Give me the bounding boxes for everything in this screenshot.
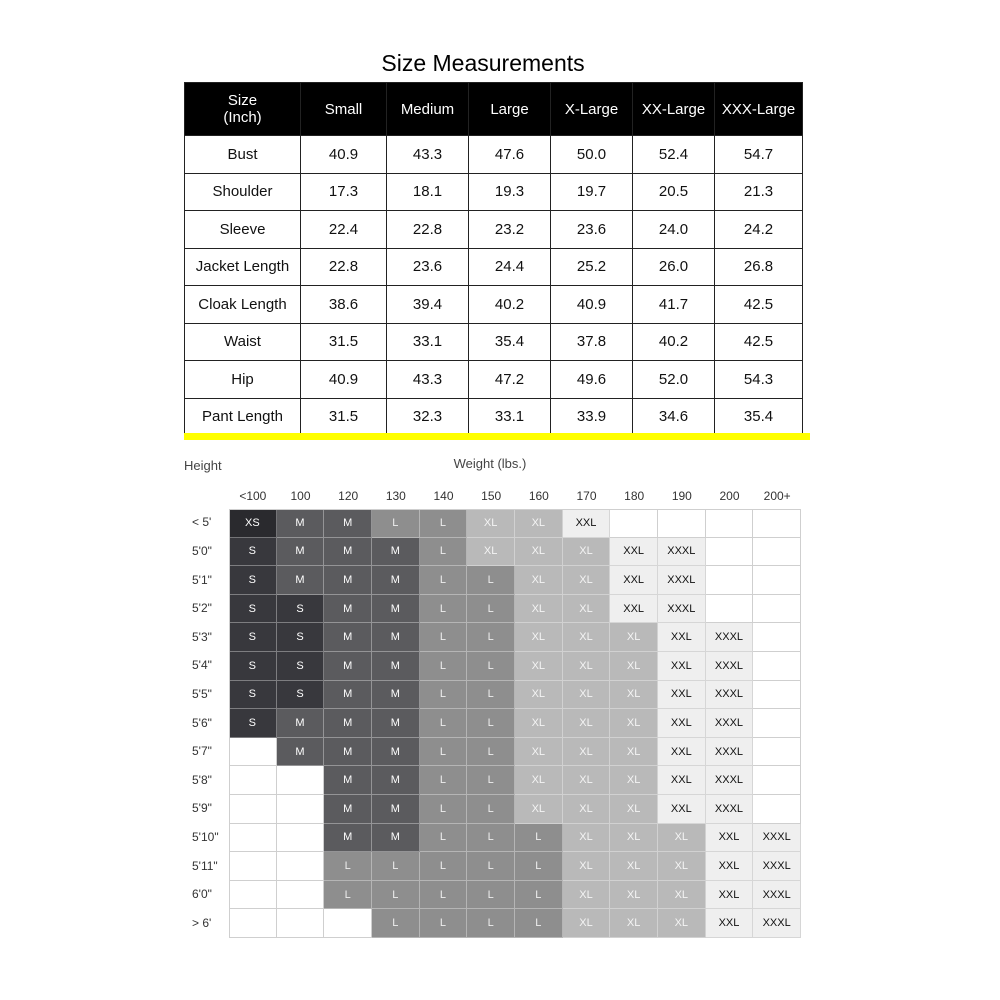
size-cell: M: [372, 824, 420, 853]
size-cell: [229, 852, 277, 881]
size-cell: M: [277, 738, 325, 767]
size-cell: M: [324, 538, 372, 567]
measurement-value: 35.4: [469, 323, 551, 361]
size-cell: L: [420, 852, 468, 881]
measurement-value: 35.4: [715, 398, 803, 436]
size-cell: S: [277, 595, 325, 624]
height-header: 5'7": [192, 744, 212, 759]
size-cell: M: [324, 738, 372, 767]
size-cell: L: [372, 909, 420, 938]
measurement-name: Shoulder: [185, 173, 301, 211]
size-cell: XXL: [658, 623, 706, 652]
height-header: 5'4": [192, 658, 212, 673]
measurement-value: 31.5: [301, 398, 387, 436]
measurement-value: 17.3: [301, 173, 387, 211]
height-header: 5'5": [192, 686, 212, 701]
measurement-value: 26.0: [633, 248, 715, 286]
size-cell: XXXL: [706, 709, 754, 738]
measurement-value: 26.8: [715, 248, 803, 286]
size-cell: XXXL: [706, 681, 754, 710]
size-cell: S: [229, 566, 277, 595]
measurement-value: 37.8: [551, 323, 633, 361]
measurement-value: 39.4: [387, 286, 469, 324]
size-cell: [229, 881, 277, 910]
size-cell: [324, 909, 372, 938]
size-cell: M: [372, 795, 420, 824]
size-cell: M: [324, 595, 372, 624]
size-cell: [229, 824, 277, 853]
size-cell: XL: [563, 709, 611, 738]
size-cell: L: [467, 881, 515, 910]
size-cell: XL: [563, 795, 611, 824]
weight-header: 130: [385, 489, 406, 503]
size-cell: XL: [515, 795, 563, 824]
size-cell: XL: [515, 738, 563, 767]
height-header: 5'3": [192, 629, 212, 644]
size-cell: M: [324, 509, 372, 538]
size-cell: XL: [563, 909, 611, 938]
measurement-value: 40.9: [301, 361, 387, 399]
size-column-header: Medium: [387, 83, 469, 136]
size-cell: XXL: [658, 795, 706, 824]
measurement-name: Hip: [185, 361, 301, 399]
size-cell: XXXL: [753, 824, 801, 853]
size-cell: L: [467, 595, 515, 624]
size-cell: XXXL: [706, 738, 754, 767]
size-cell: XL: [610, 852, 658, 881]
measurement-value: 18.1: [387, 173, 469, 211]
measurement-name: Sleeve: [185, 211, 301, 249]
size-column-header: XX-Large: [633, 83, 715, 136]
size-cell: XXL: [610, 566, 658, 595]
size-cell: M: [324, 709, 372, 738]
size-cell: S: [277, 652, 325, 681]
size-cell: XL: [563, 652, 611, 681]
size-cell: [277, 766, 325, 795]
size-column-header: X-Large: [551, 83, 633, 136]
measurement-name: Jacket Length: [185, 248, 301, 286]
height-header: < 5': [192, 515, 212, 530]
measurement-value: 23.2: [469, 211, 551, 249]
height-header: 5'11": [192, 858, 218, 873]
size-grid: [229, 509, 801, 938]
measurement-value: 43.3: [387, 361, 469, 399]
size-cell: S: [229, 652, 277, 681]
size-cell: XL: [467, 509, 515, 538]
size-cell: M: [372, 738, 420, 767]
page-title: Size Measurements: [381, 50, 585, 76]
size-cell: M: [372, 652, 420, 681]
size-cell: L: [467, 709, 515, 738]
size-cell: XXL: [658, 766, 706, 795]
size-cell: M: [372, 595, 420, 624]
size-cell: XL: [563, 881, 611, 910]
table-row: [185, 398, 803, 436]
size-cell: M: [277, 509, 325, 538]
size-cell: S: [229, 595, 277, 624]
size-cell: M: [372, 623, 420, 652]
size-cell: XXXL: [658, 538, 706, 567]
size-cell: XXL: [610, 595, 658, 624]
size-cell: XL: [515, 595, 563, 624]
size-cell: L: [467, 766, 515, 795]
size-cell: XL: [515, 652, 563, 681]
size-cell: XL: [515, 681, 563, 710]
measurement-value: 19.7: [551, 173, 633, 211]
size-cell: [753, 766, 801, 795]
size-cell: [753, 681, 801, 710]
height-header: 5'1": [192, 572, 212, 587]
size-cell: XL: [610, 623, 658, 652]
size-cell: [753, 509, 801, 538]
measurement-value: 40.2: [633, 323, 715, 361]
weight-header: 170: [576, 489, 597, 503]
size-cell: [753, 623, 801, 652]
size-cell: L: [515, 909, 563, 938]
measurement-value: 32.3: [387, 398, 469, 436]
size-cell: [229, 795, 277, 824]
weight-header: 160: [528, 489, 549, 503]
size-cell: XXXL: [706, 766, 754, 795]
table-row: [185, 136, 803, 174]
size-cell: M: [372, 538, 420, 567]
size-cell: L: [467, 909, 515, 938]
measurement-value: 25.2: [551, 248, 633, 286]
size-cell: L: [467, 824, 515, 853]
size-cell: L: [420, 681, 468, 710]
size-cell: S: [277, 681, 325, 710]
height-header: 5'2": [192, 601, 212, 616]
size-cell: L: [324, 852, 372, 881]
size-cell: [706, 566, 754, 595]
table-row: [185, 361, 803, 399]
size-cell: L: [420, 766, 468, 795]
measurement-value: 33.1: [387, 323, 469, 361]
measurement-value: 21.3: [715, 173, 803, 211]
size-cell: [753, 566, 801, 595]
weight-header: 200: [719, 489, 740, 503]
size-cell: S: [229, 623, 277, 652]
height-header: 6'0": [192, 887, 212, 902]
size-cell: [658, 509, 706, 538]
size-cell: M: [324, 652, 372, 681]
size-cell: M: [324, 824, 372, 853]
measurement-value: 42.5: [715, 323, 803, 361]
size-cell: L: [420, 509, 468, 538]
size-cell: XXXL: [706, 795, 754, 824]
size-cell: L: [420, 566, 468, 595]
size-cell: M: [324, 566, 372, 595]
size-cell: [706, 538, 754, 567]
size-cell: [277, 881, 325, 910]
size-cell: XL: [610, 681, 658, 710]
size-cell: XL: [515, 623, 563, 652]
size-cell: XL: [563, 538, 611, 567]
size-cell: L: [515, 824, 563, 853]
measurement-name: Bust: [185, 136, 301, 174]
measurement-value: 24.0: [633, 211, 715, 249]
weight-header: 200+: [763, 489, 791, 503]
table-row: [185, 211, 803, 249]
measurement-value: 43.3: [387, 136, 469, 174]
size-cell: [229, 766, 277, 795]
size-cell: M: [277, 566, 325, 595]
measurement-value: 22.8: [301, 248, 387, 286]
size-column-header: Small: [301, 83, 387, 136]
size-column-header: XXX-Large: [715, 83, 803, 136]
size-cell: XL: [563, 852, 611, 881]
size-cell: XL: [563, 566, 611, 595]
size-cell: XXL: [706, 909, 754, 938]
measurement-value: 34.6: [633, 398, 715, 436]
measurement-value: 52.4: [633, 136, 715, 174]
height-header: 5'6": [192, 715, 212, 730]
size-cell: XXXL: [753, 909, 801, 938]
measurement-value: 23.6: [387, 248, 469, 286]
size-header-cell: [185, 83, 301, 136]
size-cell: L: [420, 909, 468, 938]
unit-header-label: (Inch): [223, 109, 262, 126]
measurement-value: 24.2: [715, 211, 803, 249]
size-cell: L: [372, 509, 420, 538]
size-cell: [753, 652, 801, 681]
size-cell: L: [420, 595, 468, 624]
measurement-value: 20.5: [633, 173, 715, 211]
size-cell: XXXL: [753, 881, 801, 910]
size-cell: XL: [515, 538, 563, 567]
height-header: 5'9": [192, 801, 212, 816]
size-cell: [277, 824, 325, 853]
size-cell: XXXL: [706, 623, 754, 652]
size-cell: L: [420, 652, 468, 681]
size-cell: L: [420, 709, 468, 738]
size-cell: XXL: [658, 738, 706, 767]
size-cell: XXXL: [658, 566, 706, 595]
measurement-value: 42.5: [715, 286, 803, 324]
size-cell: XXL: [563, 509, 611, 538]
size-cell: [753, 795, 801, 824]
size-cell: XL: [515, 709, 563, 738]
table-header-row: [185, 83, 803, 136]
size-cell: XL: [610, 738, 658, 767]
size-cell: [753, 738, 801, 767]
size-cell: L: [467, 566, 515, 595]
measurement-value: 22.8: [387, 211, 469, 249]
size-cell: M: [324, 681, 372, 710]
height-header: 5'8": [192, 772, 212, 787]
size-cell: XL: [610, 709, 658, 738]
yellow-divider: [184, 433, 810, 440]
table-row: [185, 286, 803, 324]
height-header: 5'10": [192, 829, 219, 844]
size-cell: L: [515, 852, 563, 881]
size-cell: XXL: [610, 538, 658, 567]
measurement-value: 54.3: [715, 361, 803, 399]
size-cell: XL: [610, 795, 658, 824]
size-cell: S: [229, 709, 277, 738]
measurement-value: 19.3: [469, 173, 551, 211]
measurement-value: 38.6: [301, 286, 387, 324]
size-cell: L: [420, 738, 468, 767]
measurement-value: 33.9: [551, 398, 633, 436]
measurement-value: 22.4: [301, 211, 387, 249]
size-cell: XXL: [658, 681, 706, 710]
size-cell: XS: [229, 509, 277, 538]
measurement-value: 40.9: [551, 286, 633, 324]
size-cell: [277, 852, 325, 881]
size-cell: XXL: [658, 709, 706, 738]
size-cell: L: [467, 795, 515, 824]
height-axis-label: Height: [184, 458, 222, 473]
size-cell: XL: [658, 909, 706, 938]
size-header-label: Size: [227, 92, 258, 109]
measurement-value: 47.2: [469, 361, 551, 399]
weight-header: 140: [433, 489, 454, 503]
size-cell: [610, 509, 658, 538]
size-cell: XL: [610, 652, 658, 681]
size-cell: XL: [563, 738, 611, 767]
size-cell: M: [372, 681, 420, 710]
height-header: > 6': [192, 915, 212, 930]
size-cell: XL: [610, 824, 658, 853]
measurement-value: 49.6: [551, 361, 633, 399]
size-cell: XL: [467, 538, 515, 567]
size-cell: XXXL: [706, 652, 754, 681]
measurement-value: 50.0: [551, 136, 633, 174]
measurement-name: Pant Length: [185, 398, 301, 436]
size-cell: S: [229, 538, 277, 567]
measurement-value: 47.6: [469, 136, 551, 174]
size-cell: XXL: [706, 881, 754, 910]
size-cell: XL: [658, 824, 706, 853]
size-cell: L: [420, 538, 468, 567]
weight-header: 180: [624, 489, 645, 503]
size-cell: XL: [610, 881, 658, 910]
weight-header: 120: [338, 489, 359, 503]
size-cell: L: [420, 824, 468, 853]
size-cell: L: [467, 738, 515, 767]
size-cell: [706, 509, 754, 538]
size-cell: M: [324, 623, 372, 652]
measurement-value: 52.0: [633, 361, 715, 399]
size-cell: L: [420, 881, 468, 910]
size-cell: S: [277, 623, 325, 652]
height-header: 5'0": [192, 543, 212, 558]
size-cell: L: [372, 852, 420, 881]
size-cell: L: [372, 881, 420, 910]
measurement-value: 41.7: [633, 286, 715, 324]
size-cell: XL: [658, 881, 706, 910]
size-cell: [753, 709, 801, 738]
size-cell: S: [229, 681, 277, 710]
size-cell: L: [324, 881, 372, 910]
weight-header: <100: [239, 489, 267, 503]
size-cell: XL: [563, 595, 611, 624]
size-cell: M: [277, 538, 325, 567]
table-row: [185, 323, 803, 361]
size-cell: XL: [515, 566, 563, 595]
measurement-value: 31.5: [301, 323, 387, 361]
measurement-value: 40.2: [469, 286, 551, 324]
measurement-value: 24.4: [469, 248, 551, 286]
size-cell: XL: [658, 852, 706, 881]
size-cell: XL: [515, 766, 563, 795]
size-cell: L: [467, 652, 515, 681]
size-cell: L: [467, 623, 515, 652]
size-cell: [706, 595, 754, 624]
size-cell: M: [277, 709, 325, 738]
size-cell: L: [420, 623, 468, 652]
measurement-name: Cloak Length: [185, 286, 301, 324]
size-cell: XL: [563, 681, 611, 710]
size-cell: XXL: [658, 652, 706, 681]
size-column-header: Large: [469, 83, 551, 136]
size-cell: M: [372, 709, 420, 738]
measurement-value: 33.1: [469, 398, 551, 436]
size-measurements-table: [184, 82, 803, 436]
size-cell: [229, 909, 277, 938]
weight-header: 100: [290, 489, 311, 503]
size-cell: XL: [610, 766, 658, 795]
size-cell: XL: [563, 623, 611, 652]
size-cell: XXXL: [753, 852, 801, 881]
size-cell: [229, 738, 277, 767]
size-cell: [277, 795, 325, 824]
measurement-value: 40.9: [301, 136, 387, 174]
size-cell: L: [467, 852, 515, 881]
size-cell: M: [372, 566, 420, 595]
size-cell: M: [372, 766, 420, 795]
size-cell: XXL: [706, 852, 754, 881]
size-cell: M: [324, 766, 372, 795]
weight-header: 190: [671, 489, 692, 503]
size-cell: L: [515, 881, 563, 910]
size-cell: [753, 595, 801, 624]
size-cell: [277, 909, 325, 938]
size-cell: XL: [515, 509, 563, 538]
table-row: [185, 173, 803, 211]
size-cell: L: [467, 681, 515, 710]
size-cell: XXL: [706, 824, 754, 853]
size-cell: XL: [610, 909, 658, 938]
size-cell: [753, 538, 801, 567]
size-cell: XL: [563, 766, 611, 795]
weight-axis-label: Weight (lbs.): [453, 456, 527, 471]
weight-header: 150: [481, 489, 502, 503]
size-cell: M: [324, 795, 372, 824]
measurement-name: Waist: [185, 323, 301, 361]
size-cell: L: [420, 795, 468, 824]
size-cell: XXXL: [658, 595, 706, 624]
measurement-value: 23.6: [551, 211, 633, 249]
measurement-value: 54.7: [715, 136, 803, 174]
table-row: [185, 248, 803, 286]
size-cell: XL: [563, 824, 611, 853]
